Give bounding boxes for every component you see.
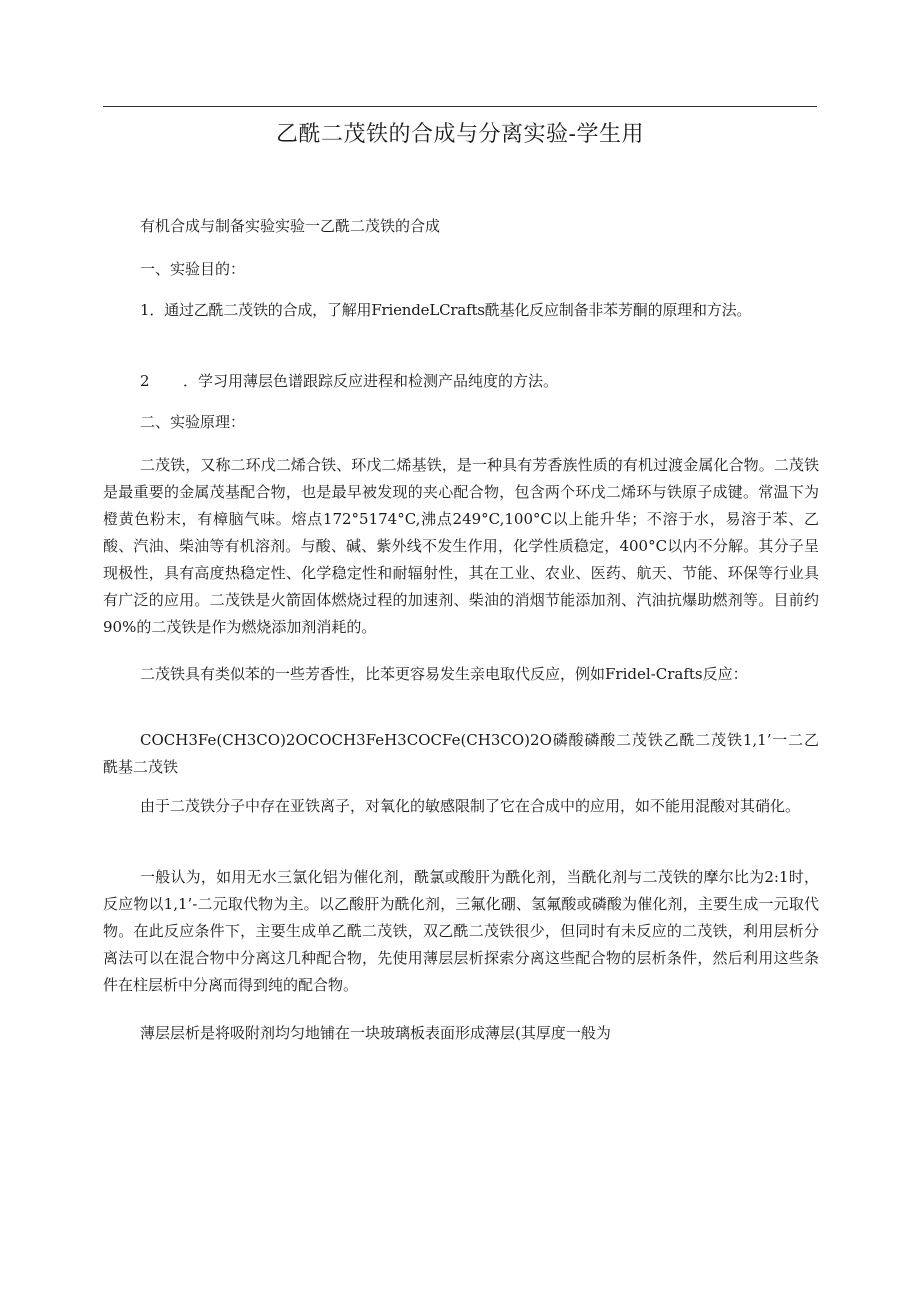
section-heading-objectives: 一、实验目的： <box>140 260 246 278</box>
paragraph-reaction-scheme: COCH3Fe(CH3CO)2OCOCH3FeH3COCFe(CH3CO)2O磷酸磷酸二茂铁乙酰二茂铁1,1’一二乙酰基二茂铁 <box>103 731 819 776</box>
paragraph-tlc: 薄层层析是将吸附剂均匀地铺在一块玻璃板表面形成薄层(其厚度一般为 <box>140 1024 611 1042</box>
objective-2-number: 2 <box>140 372 150 390</box>
section-heading-principles: 二、实验原理： <box>140 413 246 431</box>
paragraph-aromaticity: 二茂铁具有类似苯的一些芳香性，比苯更容易发生亲电取代反应，例如Fridel-Crafts反应： <box>140 665 748 683</box>
objective-2-text: ．学习用薄层色谱跟踪反应进程和检测产品纯度的方法。 <box>183 372 559 390</box>
subtitle: 有机合成与制备实验实验一乙酰二茂铁的合成 <box>140 217 441 235</box>
document-title: 乙酰二茂铁的合成与分离实验-学生用 <box>276 122 644 147</box>
paragraph-ferrocene-intro: 二茂铁，又称二环戊二烯合铁、环戊二烯基铁，是一种具有芳香族性质的有机过渡金属化合物。二茂铁是最重要的金属茂基配合物，也是最早被发现的夹心配合物，包含两个环戊二烯环与铁原子成键。常温下为橙黄色粉末，有樟脑气味。熔点172°5174°C,沸点249°C,100°C以上能升华；不溶于水，易溶于苯、乙酸、汽油、柴油等有机溶剂。与酸、碱、紫外线不发生作用，化学性质稳定，400°C以内不分解。其分子呈现极性，具有高度热稳定性、化学稳定性和耐辐射性，其在工业、农业、医药、航天、节能、环保等行业具有广泛的应用。二茂铁是火箭固体燃烧过程的加速剂、柴油的消烟节能添加剂、汽油抗爆助燃剂等。目前约90%的二茂铁是作为燃烧添加剂消耗的。 <box>103 456 819 636</box>
paragraph-acylation: 一般认为，如用无水三氯化铝为催化剂，酰氯或酸肝为酰化剂，当酰化剂与二茂铁的摩尔比为2:1时，反应物以1,1’-二元取代物为主。以乙酸肝为酰化剂，三氟化硼、氢氟酸或磷酸为催化剂，主要生成一元取代物。在此反应条件下，主要生成单乙酰二茂铁，双乙酰二茂铁很少，但同时有未反应的二茂铁，利用层析分离法可以在混合物中分离这几种配合物，先使用薄层层析探索分离这些配合物的层析条件，然后利用这些条件在柱层析中分离而得到纯的配合物。 <box>103 868 819 994</box>
paragraph-oxidation: 由于二茂铁分子中存在亚铁离子，对氧化的敏感限制了它在合成中的应用，如不能用混酸对其硝化。 <box>140 797 801 815</box>
objective-1: 1．通过乙酰二茂铁的合成，了解用FriendeLCrafts酰基化反应制备非苯芳酮的原理和方法。 <box>140 301 752 319</box>
header-rule <box>103 106 817 107</box>
